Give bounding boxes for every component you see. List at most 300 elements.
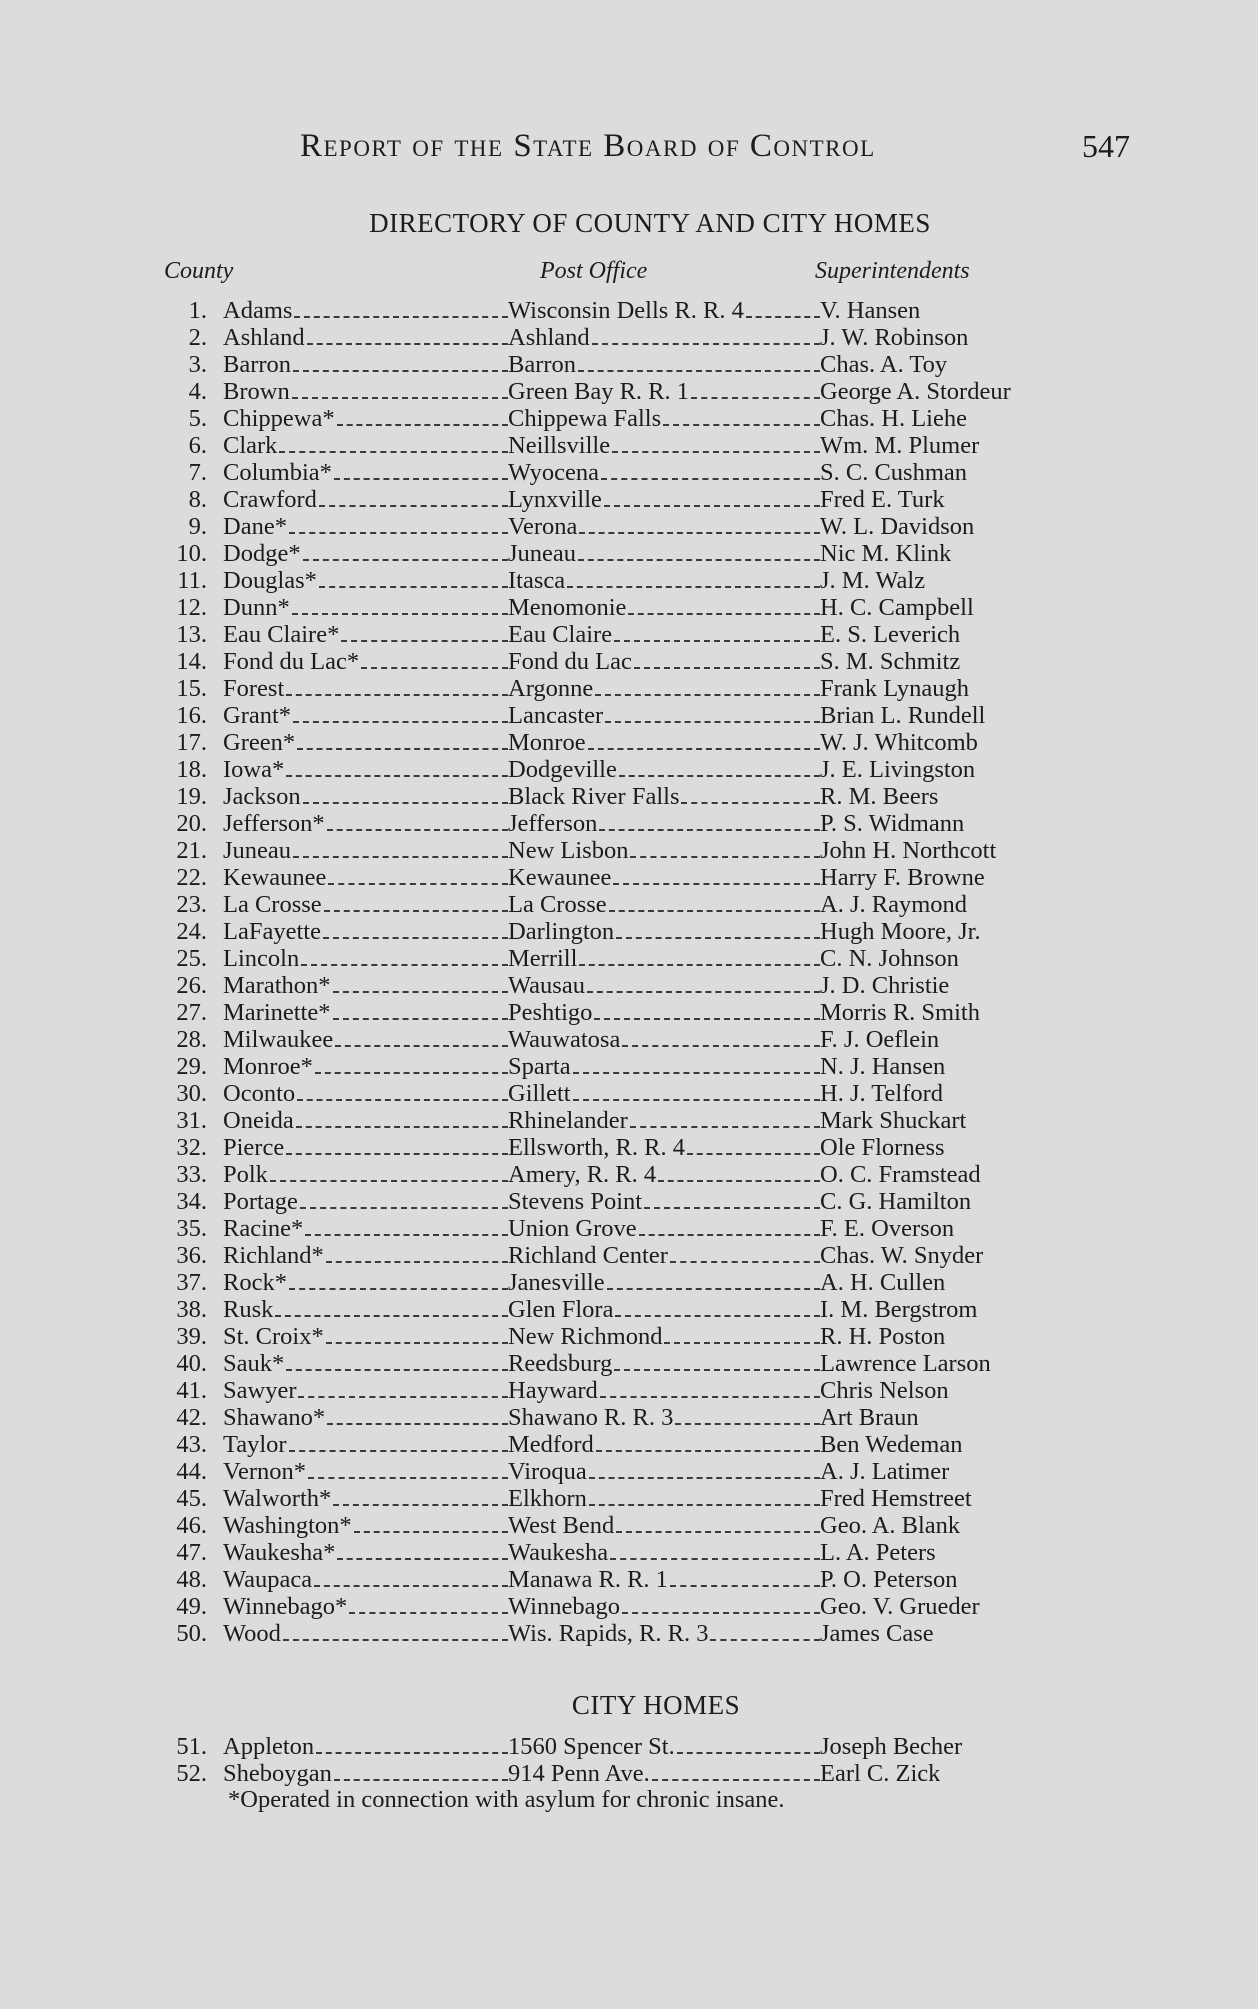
post-office-name: Fond du Lac (508, 648, 632, 675)
post-office-name: Amery, R. R. 4 (508, 1161, 657, 1188)
directory-row (0, 783, 1258, 810)
dot-leader (622, 1039, 820, 1047)
superintendent-name: F. E. Overson (820, 1215, 955, 1242)
directory-row (0, 729, 1258, 756)
dot-leader (300, 1201, 508, 1209)
superintendent-name: A. H. Cullen (820, 1269, 946, 1296)
county-name: Kewaunee (223, 864, 327, 891)
post-office-name: Hayward (508, 1377, 598, 1404)
directory-row (0, 999, 1258, 1026)
directory-row (0, 1188, 1258, 1215)
county-name: Richland* (223, 1242, 324, 1269)
county-cell (223, 783, 508, 810)
post-office-cell (508, 891, 820, 918)
dot-leader (613, 877, 820, 885)
dot-leader (573, 1093, 820, 1101)
county-name: Appleton (223, 1733, 315, 1760)
post-office-cell (508, 729, 820, 756)
superintendent-cell (820, 513, 974, 540)
row-number: 17. (176, 729, 207, 756)
county-name: Walworth* (223, 1485, 332, 1512)
row-number: 34. (176, 1188, 207, 1215)
superintendent-name: J. D. Christie (820, 972, 950, 999)
post-office-cell (508, 810, 820, 837)
dot-leader (619, 769, 820, 777)
row-number: 33. (176, 1161, 207, 1188)
dot-leader (610, 1552, 820, 1560)
dot-leader (316, 1746, 508, 1754)
superintendent-cell (820, 1215, 954, 1242)
county-name: Washington* (223, 1512, 352, 1539)
superintendent-name: Earl C. Zick (820, 1760, 941, 1787)
county-cell (223, 945, 508, 972)
dot-leader (326, 1336, 508, 1344)
dot-leader (630, 1120, 820, 1128)
row-number: 30. (176, 1080, 207, 1107)
dot-leader (663, 418, 820, 426)
post-office-name: Eau Claire (508, 621, 613, 648)
county-name: Eau Claire* (223, 621, 340, 648)
city-homes-list (0, 1733, 1258, 1787)
superintendent-cell (820, 837, 996, 864)
post-office-name: Kewaunee (508, 864, 612, 891)
superintendent-name: Geo. A. Blank (820, 1512, 961, 1539)
county-name: Clark (223, 432, 278, 459)
dot-leader (746, 310, 820, 318)
running-title: Report of the State Board of Control (300, 128, 876, 164)
superintendent-cell (820, 1323, 945, 1350)
dot-leader (337, 418, 508, 426)
superintendent-name: A. J. Raymond (820, 891, 967, 918)
dot-leader (587, 985, 820, 993)
dot-leader (289, 526, 508, 534)
superintendent-name: J. M. Walz (820, 567, 926, 594)
post-office-name: Menomonie (508, 594, 627, 621)
column-header-superintendents: Superintendents (815, 258, 970, 284)
superintendent-cell (820, 1269, 945, 1296)
directory-title: DIRECTORY OF COUNTY AND CITY HOMES (369, 208, 931, 238)
superintendent-name: I. M. Bergstrom (820, 1296, 978, 1323)
post-office-name: Argonne (508, 675, 594, 702)
county-name: Portage (223, 1188, 298, 1215)
superintendent-cell (820, 405, 967, 432)
superintendent-name: Chas. H. Liehe (820, 405, 967, 432)
county-name: Forest (223, 675, 285, 702)
row-number: 7. (188, 459, 207, 486)
dot-leader (296, 1120, 508, 1128)
county-cell (223, 1539, 508, 1566)
superintendent-name: Nic M. Klink (820, 540, 952, 567)
county-name: Polk (223, 1161, 268, 1188)
dot-leader (319, 499, 508, 507)
post-office-name: Manawa R. R. 1 (508, 1566, 668, 1593)
post-office-name: Elkhorn (508, 1485, 587, 1512)
superintendent-cell (820, 999, 980, 1026)
directory-row (0, 1053, 1258, 1080)
county-cell (223, 1404, 508, 1431)
post-office-name: Waukesha (508, 1539, 609, 1566)
dot-leader (314, 1579, 508, 1587)
county-name: Marathon* (223, 972, 331, 999)
superintendent-name: S. M. Schmitz (820, 648, 961, 675)
row-number: 14. (176, 648, 207, 675)
post-office-name: Glen Flora (508, 1296, 614, 1323)
post-office-cell (508, 1080, 820, 1107)
post-office-cell (508, 1053, 820, 1080)
superintendent-cell (820, 918, 981, 945)
dot-leader (293, 715, 508, 723)
post-office-cell (508, 1620, 820, 1647)
county-name: LaFayette (223, 918, 321, 945)
superintendent-name: H. J. Telford (820, 1080, 944, 1107)
dot-leader (286, 769, 508, 777)
dot-leader (333, 1498, 508, 1506)
county-cell (223, 1377, 508, 1404)
post-office-name: Itasca (508, 567, 566, 594)
dot-leader (315, 1066, 508, 1074)
row-number: 23. (176, 891, 207, 918)
superintendent-cell (820, 648, 960, 675)
dot-leader (644, 1201, 820, 1209)
directory-row (0, 837, 1258, 864)
superintendent-name: S. C. Cushman (820, 459, 968, 486)
dot-leader (328, 877, 508, 885)
post-office-cell (508, 1242, 820, 1269)
dot-leader (677, 1746, 820, 1754)
post-office-name: Wyocena (508, 459, 600, 486)
county-name: Ashland (223, 324, 305, 351)
directory-row (0, 540, 1258, 567)
superintendent-name: Chas. A. Toy (820, 351, 948, 378)
row-number: 9. (188, 513, 207, 540)
county-name: Milwaukee (223, 1026, 334, 1053)
county-name: Sheboygan (223, 1760, 332, 1787)
row-number: 24. (176, 918, 207, 945)
superintendent-name: J. W. Robinson (820, 324, 969, 351)
directory-row (0, 1620, 1258, 1647)
directory-row (0, 1733, 1258, 1760)
running-head (300, 128, 1130, 168)
superintendent-cell (820, 1566, 957, 1593)
superintendent-name: Joseph Becher (820, 1733, 963, 1760)
directory-row (0, 378, 1258, 405)
superintendent-cell (820, 297, 920, 324)
post-office-cell (508, 513, 820, 540)
dot-leader (283, 1633, 508, 1641)
row-number: 37. (176, 1269, 207, 1296)
directory-row (0, 1080, 1258, 1107)
directory-row (0, 675, 1258, 702)
dot-leader (594, 1012, 820, 1020)
post-office-name: Verona (508, 513, 578, 540)
directory-row (0, 594, 1258, 621)
dot-leader (687, 1147, 820, 1155)
county-cell (223, 324, 508, 351)
row-number: 6. (188, 432, 207, 459)
county-name: Columbia* (223, 459, 332, 486)
dot-leader (664, 1336, 820, 1344)
row-number: 18. (176, 756, 207, 783)
county-name: Crawford (223, 486, 317, 513)
post-office-name: Wausau (508, 972, 585, 999)
county-cell (223, 972, 508, 999)
post-office-cell (508, 1188, 820, 1215)
dot-leader (323, 931, 508, 939)
post-office-name: Merrill (508, 945, 578, 972)
directory-row (0, 297, 1258, 324)
post-office-name: Medford (508, 1431, 594, 1458)
county-name: Fond du Lac* (223, 648, 360, 675)
county-name: Sawyer (223, 1377, 297, 1404)
county-cell (223, 486, 508, 513)
dot-leader (596, 1444, 820, 1452)
superintendent-name: Brian L. Rundell (820, 702, 986, 729)
superintendent-name: John H. Northcott (820, 837, 997, 864)
directory-row (0, 1458, 1258, 1485)
dot-leader (588, 742, 820, 750)
county-cell (223, 1107, 508, 1134)
post-office-cell (508, 972, 820, 999)
dot-leader (670, 1579, 820, 1587)
dot-leader (334, 472, 508, 480)
county-cell (223, 1566, 508, 1593)
county-cell (223, 405, 508, 432)
superintendent-cell (820, 1242, 983, 1269)
superintendent-cell (820, 864, 985, 891)
county-name: Jefferson* (223, 810, 325, 837)
dot-leader (292, 391, 508, 399)
directory-row (0, 1377, 1258, 1404)
row-number: 35. (176, 1215, 207, 1242)
superintendent-cell (820, 1539, 936, 1566)
county-cell (223, 432, 508, 459)
county-name: Vernon* (223, 1458, 307, 1485)
dot-leader (652, 1773, 820, 1781)
superintendent-cell (820, 459, 967, 486)
dot-leader (605, 715, 820, 723)
dot-leader (334, 1773, 508, 1781)
directory-row (0, 1431, 1258, 1458)
superintendent-name: R. H. Poston (820, 1323, 946, 1350)
superintendent-name: H. C. Campbell (820, 594, 974, 621)
county-cell (223, 999, 508, 1026)
post-office-cell (508, 1733, 820, 1760)
superintendent-name: Frank Lynaugh (820, 675, 970, 702)
dot-leader (286, 688, 508, 696)
dot-leader (622, 1606, 820, 1614)
dot-leader (337, 1552, 508, 1560)
dot-leader (589, 1498, 820, 1506)
county-cell (223, 1431, 508, 1458)
county-cell (223, 891, 508, 918)
superintendent-name: Art Braun (820, 1404, 919, 1431)
row-number: 1. (188, 297, 207, 324)
county-cell (223, 540, 508, 567)
superintendent-cell (820, 1593, 980, 1620)
row-number: 26. (176, 972, 207, 999)
dot-leader (675, 1417, 820, 1425)
row-number: 28. (176, 1026, 207, 1053)
directory-row (0, 324, 1258, 351)
county-name: Marinette* (223, 999, 331, 1026)
county-cell (223, 729, 508, 756)
post-office-cell (508, 675, 820, 702)
county-name: Sauk* (223, 1350, 285, 1377)
dot-leader (616, 931, 820, 939)
county-cell (223, 1760, 508, 1787)
superintendent-cell (820, 324, 968, 351)
directory-row (0, 1215, 1258, 1242)
post-office-cell (508, 1350, 820, 1377)
post-office-name: Chippewa Falls (508, 405, 662, 432)
county-name: La Crosse (223, 891, 322, 918)
post-office-cell (508, 783, 820, 810)
post-office-cell (508, 1566, 820, 1593)
county-cell (223, 756, 508, 783)
row-number: 27. (176, 999, 207, 1026)
county-name: Lincoln (223, 945, 300, 972)
county-name: Racine* (223, 1215, 304, 1242)
county-name: Adams (223, 297, 293, 324)
superintendent-cell (820, 1404, 919, 1431)
county-name: Rock* (223, 1269, 287, 1296)
row-number: 42. (176, 1404, 207, 1431)
post-office-name: Viroqua (508, 1458, 587, 1485)
superintendent-name: Morris R. Smith (820, 999, 980, 1026)
directory-row (0, 1404, 1258, 1431)
county-cell (223, 1134, 508, 1161)
superintendent-cell (820, 1107, 966, 1134)
county-cell (223, 594, 508, 621)
row-number: 43. (176, 1431, 207, 1458)
superintendent-name: Wm. M. Plumer (820, 432, 980, 459)
post-office-name: New Richmond (508, 1323, 663, 1350)
post-office-cell (508, 945, 820, 972)
post-office-name: West Bend (508, 1512, 615, 1539)
superintendent-name: N. J. Hansen (820, 1053, 946, 1080)
county-cell (223, 1323, 508, 1350)
post-office-name: Janesville (508, 1269, 605, 1296)
post-office-name: Barron (508, 351, 577, 378)
dot-leader (327, 1417, 508, 1425)
county-name: Taylor (223, 1431, 287, 1458)
directory-row (0, 1760, 1258, 1787)
county-cell (223, 378, 508, 405)
dot-leader (567, 580, 820, 588)
row-number: 48. (176, 1566, 207, 1593)
superintendent-name: A. J. Latimer (820, 1458, 950, 1485)
post-office-name: Lynxville (508, 486, 602, 513)
dot-leader (327, 823, 508, 831)
row-number: 44. (176, 1458, 207, 1485)
superintendent-cell (820, 702, 985, 729)
dot-leader (335, 1039, 508, 1047)
superintendent-name: Chas. W. Snyder (820, 1242, 984, 1269)
dot-leader (614, 634, 820, 642)
dot-leader (286, 1147, 508, 1155)
dot-leader (292, 607, 508, 615)
dot-leader (599, 823, 820, 831)
superintendent-cell (820, 1377, 949, 1404)
county-cell (223, 1242, 508, 1269)
post-office-cell (508, 1458, 820, 1485)
dot-leader (308, 1471, 508, 1479)
dot-leader (333, 1012, 509, 1020)
directory-row (0, 945, 1258, 972)
dot-leader (614, 1363, 820, 1371)
post-office-name: Rhinelander (508, 1107, 628, 1134)
county-cell (223, 351, 508, 378)
post-office-cell (508, 1215, 820, 1242)
dot-leader (341, 634, 508, 642)
superintendent-name: Lawrence Larson (820, 1350, 991, 1377)
post-office-name: Winnebago (508, 1593, 620, 1620)
dot-leader (579, 526, 820, 534)
county-cell (223, 648, 508, 675)
superintendent-cell (820, 1188, 971, 1215)
row-number: 50. (176, 1620, 207, 1647)
dot-leader (658, 1174, 820, 1182)
dot-leader (634, 661, 820, 669)
post-office-cell (508, 1296, 820, 1323)
dot-leader (349, 1606, 508, 1614)
row-number: 49. (176, 1593, 207, 1620)
row-number: 22. (176, 864, 207, 891)
post-office-name: Sparta (508, 1053, 571, 1080)
county-name: Dane* (223, 513, 287, 540)
county-cell (223, 702, 508, 729)
county-cell (223, 1485, 508, 1512)
post-office-name: Stevens Point (508, 1188, 643, 1215)
post-office-name: Ashland (508, 324, 590, 351)
dot-leader (670, 1255, 820, 1263)
post-office-cell (508, 756, 820, 783)
county-cell (223, 621, 508, 648)
post-office-name: Wis. Rapids, R. R. 3 (508, 1620, 709, 1647)
county-name: Green* (223, 729, 296, 756)
superintendent-name: C. N. Johnson (820, 945, 959, 972)
post-office-cell (508, 540, 820, 567)
post-office-name: Peshtigo (508, 999, 593, 1026)
post-office-cell (508, 1269, 820, 1296)
dot-leader (298, 1390, 508, 1398)
directory-row (0, 1350, 1258, 1377)
superintendent-name: R. M. Beers (820, 783, 939, 810)
post-office-cell (508, 1512, 820, 1539)
superintendent-cell (820, 1350, 991, 1377)
dot-leader (293, 850, 508, 858)
post-office-cell (508, 297, 820, 324)
post-office-cell (508, 1539, 820, 1566)
superintendent-name: E. S. Leverich (820, 621, 961, 648)
county-cell (223, 1296, 508, 1323)
directory-row (0, 567, 1258, 594)
row-number: 10. (176, 540, 207, 567)
dot-leader (573, 1066, 820, 1074)
post-office-cell (508, 1323, 820, 1350)
directory-row (0, 1539, 1258, 1566)
dot-leader (354, 1525, 508, 1533)
directory-row (0, 1269, 1258, 1296)
post-office-name: Green Bay R. R. 1 (508, 378, 689, 405)
county-cell (223, 1188, 508, 1215)
post-office-cell (508, 378, 820, 405)
county-name: Brown (223, 378, 290, 405)
post-office-cell (508, 1431, 820, 1458)
post-office-cell (508, 1161, 820, 1188)
row-number: 36. (176, 1242, 207, 1269)
superintendent-name: L. A. Peters (820, 1539, 936, 1566)
